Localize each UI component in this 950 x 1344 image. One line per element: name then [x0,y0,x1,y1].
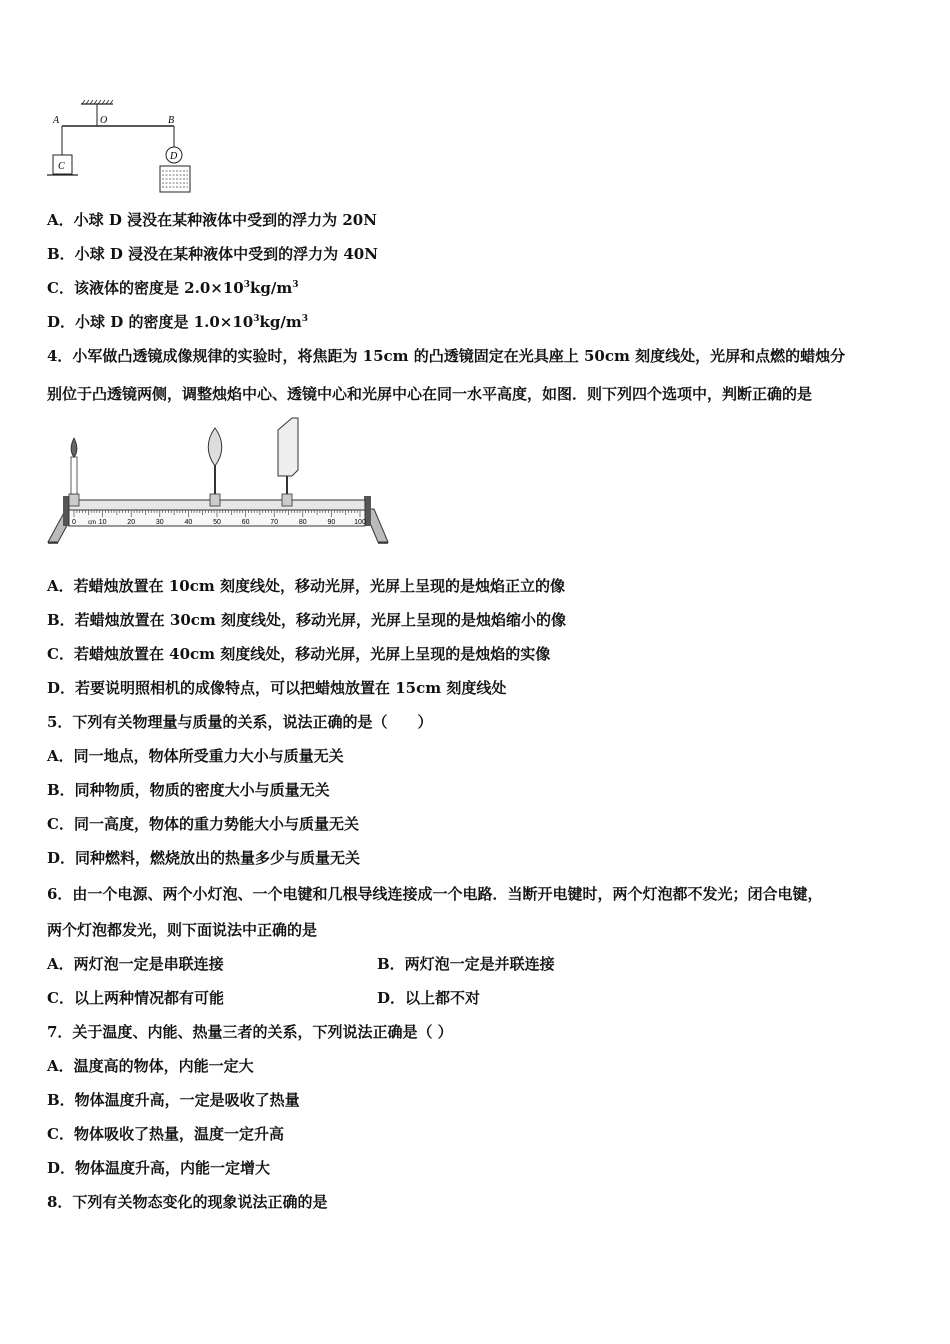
q3-d-text: D．小球 D 的密度是 1.0×10 [47,313,254,331]
q4-stem-line2: 别位于凸透镜两侧，调整烛焰中心、透镜中心和光屏中心在同一水平高度，如图．则下列四个选项中，判断正确的是 [47,385,813,403]
q7-option-b: B．物体温度升高，一定是吸收了热量 [47,1091,300,1109]
lever-diagram [44,95,204,198]
q5-option-b: B．同种物质，物质的密度大小与质量无关 [47,781,330,799]
candle-holder [69,494,79,506]
q4-option-a: A．若蜡烛放置在 10cm 刻度线处，移动光屏，光屏上呈现的是烛焰正立的像 [47,577,565,595]
convex-lens [208,428,222,466]
label-c: C [58,161,65,172]
q6-option-c: C．以上两种情况都有可能 [47,989,224,1007]
ruler-label: 100 [354,519,366,526]
q6-option-a: A．两灯泡一定是串联连接 [47,955,224,973]
q3-d-exp: 3 [253,314,260,324]
label-a: A [53,115,60,126]
label-o: O [100,115,108,126]
q3-d-unit: kg/m [259,313,302,331]
q6-option-b: B．两灯泡一定是并联连接 [377,955,555,973]
q3-c-unit-exp: 3 [292,280,299,290]
ruler-label: 50 [213,519,221,526]
ruler-label: 40 [184,519,193,526]
q6-stem-line1: 6．由一个电源、两个小灯泡、一个电键和几根导线连接成一个电路．当断开电键时，两个灯泡都不发光；闭合电键， [47,885,823,903]
q3-c-exp: 3 [243,280,250,290]
ruler-label: 30 [155,519,164,526]
ruler-unit: cm [88,520,96,526]
q4-option-c: C．若蜡烛放置在 40cm 刻度线处，移动光屏，光屏上呈现的是烛焰的实像 [47,645,551,663]
label-b: B [168,115,175,126]
q3-option-b: B．小球 D 浸没在某种液体中受到的浮力为 40N [47,245,378,263]
beaker [160,166,190,192]
q3-option-a: A．小球 D 浸没在某种液体中受到的浮力为 20N [47,211,377,229]
q3-option-c [47,278,298,298]
light-screen [278,418,298,476]
q4-option-b: B．若蜡烛放置在 30cm 刻度线处，移动光屏，光屏上呈现的是烛焰缩小的像 [47,611,567,629]
q6-stem-line2: 两个灯泡都发光，则下面说法中正确的是 [47,921,318,939]
candle [71,457,77,494]
q3-c-unit: kg/m [249,279,293,297]
ruler-label: 70 [270,519,279,526]
q5-stem: 5．下列有关物理量与质量的关系，说法正确的是（ ） [47,713,433,731]
ruler-label: 20 [127,519,136,526]
ruler-label: 60 [241,519,250,526]
optical-bench-diagram [44,414,390,550]
q3-d-unit-exp: 3 [301,314,308,324]
q5-option-d: D．同种燃料，燃烧放出的热量多少与质量无关 [47,849,361,867]
q4-stem-line1: 4．小军做凸透镜成像规律的实验时，将焦距为 15cm 的凸透镜固定在光具座上 50cm 刻度线处，光屏和点燃的蜡烛分 [47,347,846,365]
q5-option-a: A．同一地点，物体所受重力大小与质量无关 [47,747,344,765]
q7-option-a: A．温度高的物体，内能一定大 [47,1057,254,1075]
ruler-label: 10 [98,519,107,526]
q7-stem: 7．关于温度、内能、热量三者的关系，下列说法正确是（ ） [47,1023,453,1041]
q7-option-c: C．物体吸收了热量，温度一定升高 [47,1125,284,1143]
q5-option-c: C．同一高度，物体的重力势能大小与质量无关 [47,815,359,833]
ruler-label: 0 [72,519,76,526]
q3-c-text: C．该液体的密度是 2.0×10 [47,279,244,297]
label-d: D [170,151,178,162]
q3-option-d [47,312,308,332]
q4-option-d: D．若要说明照相机的成像特点，可以把蜡烛放置在 15cm 刻度线处 [47,679,507,697]
ruler-label: 90 [327,519,336,526]
candle-flame [71,438,77,457]
q6-option-d: D．以上都不对 [377,989,481,1007]
q7-option-d: D．物体温度升高，内能一定增大 [47,1159,271,1177]
q8-stem: 8．下列有关物态变化的现象说法正确的是 [47,1193,328,1211]
ruler-label: 80 [298,519,307,526]
